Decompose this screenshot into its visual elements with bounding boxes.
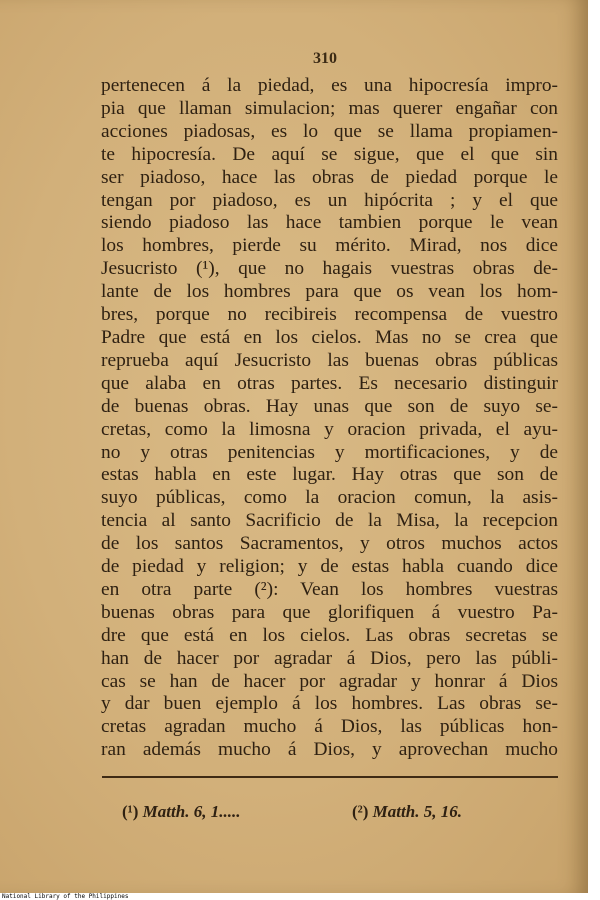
text-line: no y otras penitencias y mortificaciones, y de: [101, 441, 558, 463]
footnote-1: [122, 802, 240, 822]
text-line: de buenas obras. Hay unas que son de suyo se-: [101, 395, 558, 417]
text-line: ran además mucho á Dios, y aprovechan mucho: [101, 739, 558, 761]
text-line: siendo piadoso las hace tambien porque le vean: [101, 212, 558, 234]
text-line: los hombres, pierde su mérito. Mirad, nos dice: [101, 235, 558, 257]
text-line: estas habla en este lugar. Hay otras que son de: [101, 464, 558, 486]
text-line: de los santos Sacramentos, y otros muchos actos: [101, 533, 558, 555]
text-line: cretas, como la limosna y oracion privada, el ayu-: [101, 418, 558, 440]
text-line: cas se han de hacer por agradar y honrar á Dios: [101, 670, 558, 692]
footnote-2: [352, 802, 462, 822]
text-line: de piedad y religion; y de estas habla cuando dice: [101, 556, 558, 578]
text-line: que alaba en otras partes. Es necesario distinguir: [101, 372, 558, 394]
text-line: lante de los hombres para que os vean los hom-: [101, 281, 558, 303]
text-line: dre que está en los cielos. Las obras secretas se: [101, 624, 558, 646]
footnote-mark: (¹): [122, 802, 139, 821]
body-text: [101, 75, 558, 762]
text-line: cretas agradan mucho á Dios, las públicas hon-: [101, 716, 558, 738]
text-line: han de hacer por agradar á Dios, pero las públi-: [101, 647, 558, 669]
text-line: reprueba aquí Jesucristo las buenas obras públicas: [101, 349, 558, 371]
text-line: en otra parte (²): Vean los hombres vuestras: [101, 578, 558, 600]
text-line: Padre que está en los cielos. Mas no se crea que: [101, 326, 558, 348]
text-line: suyo públicas, como la oracion comun, la asis-: [101, 487, 558, 509]
text-line: acciones piadosas, es lo que se llama propiamen-: [101, 120, 558, 142]
footnote-reference: Matth. 5, 16.: [372, 802, 462, 821]
page-number: 310: [313, 50, 337, 67]
text-line: te hipocresía. De aquí se sigue, que el que sin: [101, 143, 558, 165]
footnote-rule: [102, 776, 558, 778]
text-line: buenas obras para que glorifiquen á vuestro Pa-: [101, 601, 558, 623]
text-line: pia que llaman simulacion; mas querer engañar con: [101, 97, 558, 119]
text-line: Jesucristo (¹), que no hagais vuestras obras de-: [101, 258, 558, 280]
text-line: tencia al santo Sacrificio de la Misa, la recepcion: [101, 510, 558, 532]
text-line: tengan por piadoso, es un hipócrita ; y el que: [101, 189, 558, 211]
text-line: bres, porque no recibireis recompensa de vuestro: [101, 304, 558, 326]
library-credit: National Library of the Philippines: [2, 893, 129, 900]
text-line: ser piadoso, hace las obras de piedad porque le: [101, 166, 558, 188]
text-line: y dar buen ejemplo á los hombres. Las obras se-: [101, 693, 558, 715]
text-line: pertenecen á la piedad, es una hipocresía impro-: [101, 75, 558, 96]
footnote-mark: (²): [352, 802, 369, 821]
footnote-reference: Matth. 6, 1.....: [142, 802, 241, 821]
